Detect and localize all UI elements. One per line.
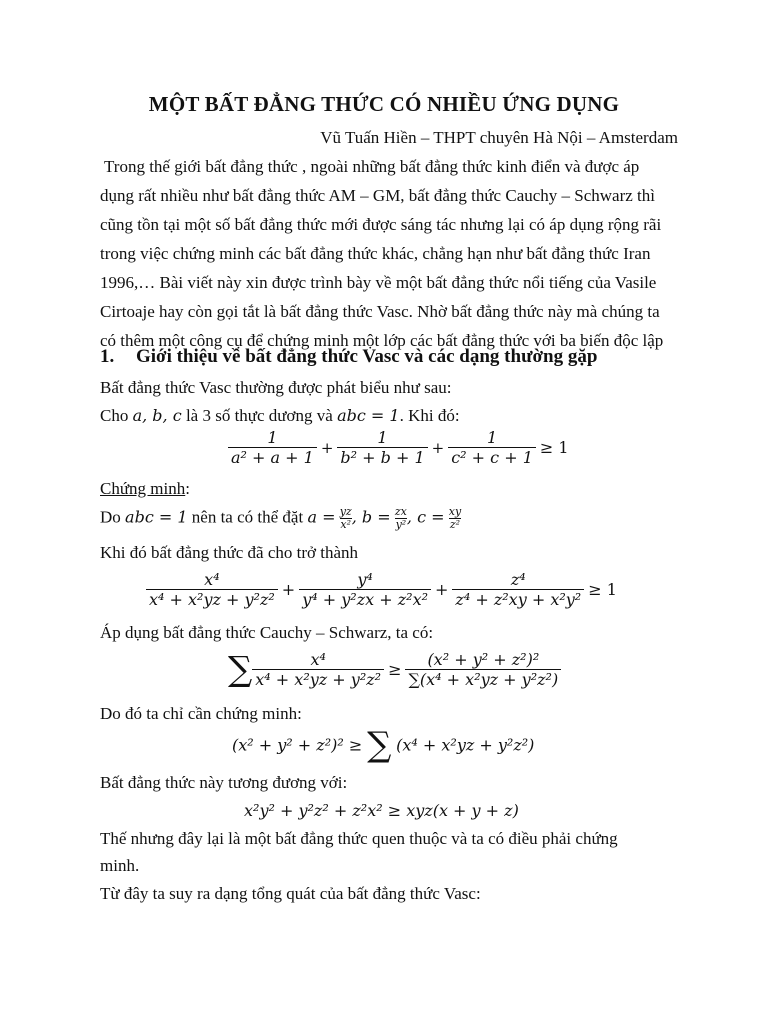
plus-sign: + — [281, 580, 296, 599]
transformed-inequality-formula — [146, 570, 621, 609]
denominator: x² — [340, 518, 352, 531]
sub-fraction-b — [395, 506, 407, 531]
denominator: y⁴ + y²zx + z²x² — [299, 589, 431, 609]
fraction — [299, 570, 431, 609]
intro-line: 1996,… Bài viết này xin được trình bày về một bất đẳng thức nổi tiếng của Vasile — [100, 273, 657, 292]
given-line — [100, 406, 460, 426]
intro-line: dụng rất nhiều như bất đẳng thức AM – GM, bất đẳng thức Cauchy – Schwarz thì — [100, 186, 656, 205]
given-variables: a, b, c — [132, 406, 182, 425]
fraction — [452, 570, 584, 609]
intro-line: cũng tồn tại một số bất đẳng thức mới được sáng tác nhưng lại có áp dụng rộng rãi — [100, 215, 662, 234]
given-suffix: . Khi đó: — [399, 406, 460, 425]
sub-fraction-a — [340, 506, 352, 531]
numerator: 1 — [486, 428, 498, 447]
final-inequality-formula: x²y² + y²z² + z²x² ≥ xyz(x + y + z) — [244, 801, 519, 820]
denominator: b² + b + 1 — [337, 447, 427, 467]
fraction — [448, 428, 536, 467]
sum-inequality-formula — [232, 725, 535, 765]
numerator: 1 — [267, 428, 278, 447]
cauchy-schwarz-formula — [228, 650, 561, 689]
becomes-text: Khi đó bất đẳng thức đã cho trở thành — [100, 543, 359, 562]
rhs: (x⁴ + x²yz + y²z²) — [396, 735, 535, 755]
section-title: Giới thiệu về bất đẳng thức Vasc và các dạng thường gặp — [136, 346, 598, 367]
relation: ≥ 1 — [539, 438, 569, 457]
intro-line: có thêm một công cụ để chứng minh một lớp các bất đẳng thức với ba biến độc lập — [100, 331, 664, 350]
denominator: ∑(x⁴ + x²yz + y²z²) — [405, 669, 561, 689]
sum-symbol: ∑ — [367, 725, 392, 765]
statement-text: Bất đẳng thức Vasc thường được phát biểu như sau: — [100, 378, 452, 397]
numerator: (x² + y² + z²)² — [427, 650, 540, 669]
fraction — [337, 428, 427, 467]
intro-line: Cirtoaje hay còn gọi tắt là bất đẳng thức Vasc. Nhờ bất đẳng thức này mà chúng ta — [100, 302, 660, 321]
plus-sign: + — [435, 580, 449, 599]
given-middle: là 3 số thực dương và — [181, 406, 338, 425]
fraction — [252, 650, 384, 689]
sub-fraction-c — [449, 506, 461, 531]
sub-a: a = — [307, 507, 336, 527]
sub-prefix: Do — [100, 507, 126, 527]
relation: ≥ — [388, 660, 402, 679]
given-condition: abc = 1 — [337, 406, 400, 425]
fraction — [146, 570, 278, 609]
lhs: (x² + y² + z²)² ≥ — [232, 735, 363, 755]
general-form-text: Từ đây ta suy ra dạng tổng quát của bất đẳng thức Vasc: — [100, 884, 481, 903]
numerator: x⁴ — [310, 650, 326, 669]
relation: ≥ 1 — [588, 580, 617, 599]
plus-sign: + — [320, 438, 334, 457]
numerator: yz — [339, 505, 352, 518]
apply-cs-text: Áp dụng bất đẳng thức Cauchy – Schwarz, ta có: — [100, 623, 434, 642]
page-title: MỘT BẤT ĐẲNG THỨC CÓ NHIỀU ỨNG DỤNG — [148, 92, 620, 116]
denominator: c² + c + 1 — [448, 447, 536, 467]
denominator: x⁴ + x²yz + y²z² — [146, 589, 278, 609]
sub-b: , b = — [351, 507, 391, 527]
sub-condition: abc = 1 — [125, 507, 188, 527]
denominator: y² — [395, 518, 407, 531]
vasc-inequality-formula — [228, 428, 573, 467]
denominator: a² + a + 1 — [228, 447, 317, 467]
proof-line — [100, 479, 190, 499]
numerator: z⁴ — [510, 570, 526, 589]
denominator: x⁴ + x²yz + y²z² — [252, 669, 384, 689]
known-text-line2: minh. — [100, 856, 140, 875]
equivalent-text: Bất đẳng thức này tương đương với: — [100, 773, 348, 792]
intro-line: Trong thế giới bất đẳng thức , ngoài những bất đẳng thức kinh điển và được áp — [104, 157, 640, 176]
section-number: 1. — [100, 346, 115, 367]
sub-c: , c = — [406, 507, 445, 527]
plus-sign: + — [431, 438, 445, 457]
fraction — [405, 650, 561, 689]
numerator: zx — [394, 505, 407, 518]
intro-paragraph — [100, 152, 680, 355]
known-text-line1: Thế nhưng đây lại là một bất đẳng thức quen thuộc và ta có điều phải chứng — [100, 829, 618, 848]
sub-middle: nên ta có thể đặt — [187, 507, 308, 527]
author-line: Vũ Tuấn Hiền – THPT chuyên Hà Nội – Amsterdam — [320, 128, 678, 147]
fraction — [228, 428, 317, 467]
numerator: x⁴ — [204, 570, 220, 589]
substitution-line — [100, 506, 461, 531]
denominator: z⁴ + z²xy + x²y² — [452, 589, 584, 609]
numerator: y⁴ — [357, 570, 373, 589]
numerator: 1 — [377, 428, 388, 447]
proof-colon: : — [185, 479, 190, 498]
numerator: xy — [448, 505, 462, 518]
proof-label: Chứng minh — [100, 479, 186, 498]
denominator: z² — [449, 518, 461, 531]
section-heading — [100, 346, 597, 368]
need-prove-text: Do đó ta chỉ cần chứng minh: — [100, 704, 302, 723]
given-prefix: Cho — [100, 406, 133, 425]
intro-line: trong việc chứng minh các bất đẳng thức khác, chẳng hạn như bất đẳng thức Iran — [100, 244, 651, 263]
sum-symbol: ∑ — [228, 649, 253, 690]
